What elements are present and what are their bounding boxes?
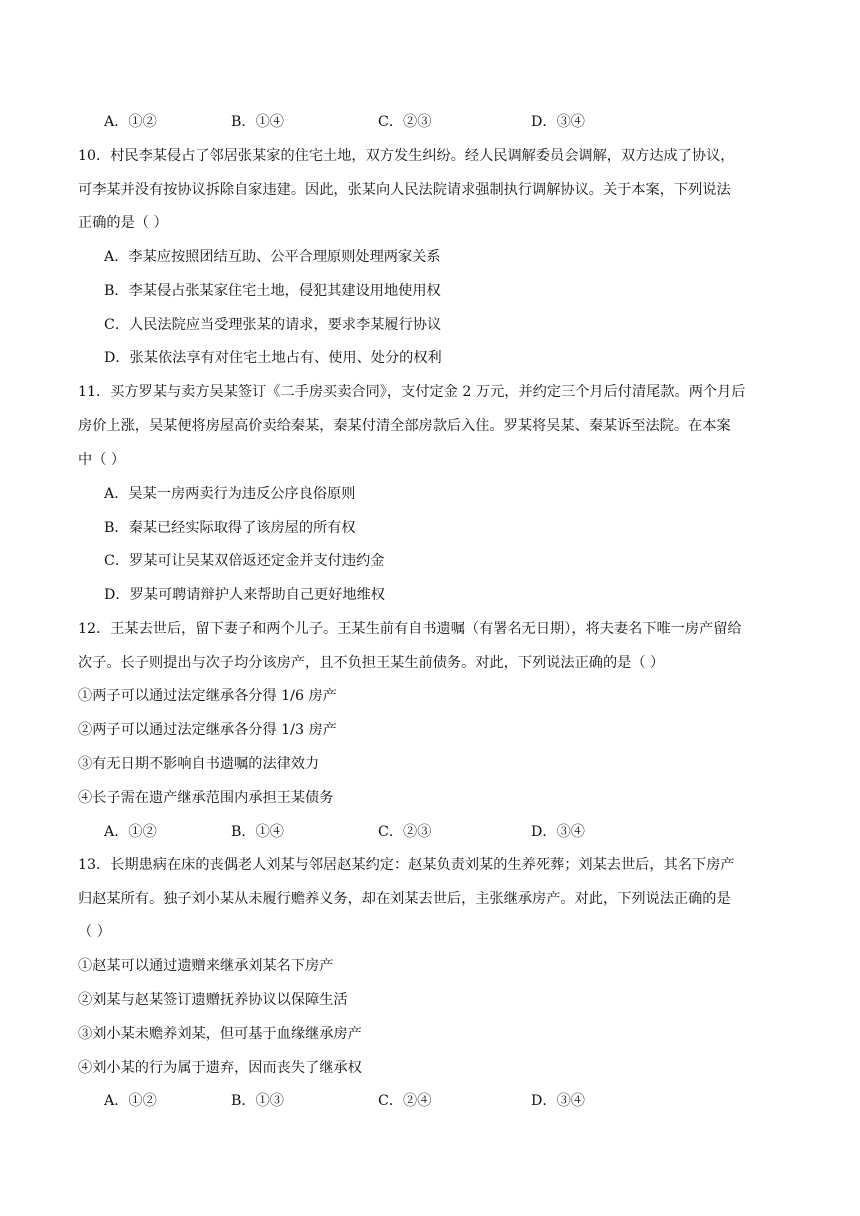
q10-stem-line-1: 10．村民李某侵占了邻居张某家的住宅土地，双方发生纠纷。经人民调解委员会调解，双方达成了协议，: [78, 148, 735, 164]
q11-option-c: C．罗某可让吴某双倍返还定金并支付违约金: [104, 553, 385, 569]
q12-statement-4: ④长子需在遗产继承范围内承担王某债务: [78, 790, 334, 806]
q10-option-b: B．李某侵占张某家住宅土地，侵犯其建设用地使用权: [104, 283, 441, 299]
q13-statement-4: ④刘小某的行为属于遗弃，因而丧失了继承权: [78, 1060, 362, 1076]
q13-option-a: A．①②: [104, 1093, 157, 1109]
q10-option-d: D．张某依法享有对住宅土地占有、使用、处分的权利: [104, 350, 442, 366]
q12-option-b: B．①④: [231, 824, 284, 840]
q12-option-d: D．③④: [531, 824, 585, 840]
q13-option-b: B．①③: [231, 1093, 284, 1109]
q9-option-b: B．①④: [231, 114, 284, 130]
q11-option-b: B．秦某已经实际取得了该房屋的所有权: [104, 520, 356, 536]
q11-stem-line-3: 中（ ）: [78, 452, 126, 468]
q11-option-d: D．罗某可聘请辩护人来帮助自己更好地维权: [104, 587, 385, 603]
q9-option-c: C．②③: [378, 114, 432, 130]
q9-option-d: D．③④: [531, 114, 585, 130]
q13-statement-1: ①赵某可以通过遗赠来继承刘某名下房产: [78, 958, 334, 974]
q12-option-a: A．①②: [104, 824, 157, 840]
q13-statement-3: ③刘小某未赡养刘某，但可基于血缘继承房产: [78, 1026, 362, 1042]
q11-option-a: A．吴某一房两卖行为违反公序良俗原则: [104, 486, 356, 502]
q11-stem-line-1: 11．买方罗某与卖方吴某签订《二手房买卖合同》，支付定金 2 万元，并约定三个月后付清尾款。两个月后: [78, 384, 746, 400]
q11-stem-line-2: 房价上涨，吴某便将房屋高价卖给秦某，秦某付清全部房款后入住。罗某将吴某、秦某诉至法院。在本案: [78, 418, 731, 434]
q13-option-d: D．③④: [531, 1093, 585, 1109]
q13-option-c: C．②④: [378, 1093, 432, 1109]
q12-stem-line-1: 12．王某去世后，留下妻子和两个儿子。王某生前有自书遗嘱（有署名无日期），将夫妻名下唯一房产留给: [78, 621, 742, 637]
q10-option-a: A．李某应按照团结互助、公平合理原则处理两家关系: [104, 249, 441, 265]
q10-stem-line-3: 正确的是（ ）: [78, 215, 168, 231]
q12-option-c: C．②③: [378, 824, 432, 840]
q12-statement-2: ②两子可以通过法定继承各分得 1/3 房产: [78, 722, 337, 738]
q10-stem-line-2: 可李某并没有按协议拆除自家违建。因此，张某向人民法院请求强制执行调解协议。关于本案，下列说法: [78, 182, 731, 198]
q13-stem-line-1: 13．长期患病在床的丧偶老人刘某与邻居赵某约定：赵某负责刘某的生养死葬；刘某去世后，其名下房产: [78, 857, 735, 873]
q12-statement-1: ①两子可以通过法定继承各分得 1/6 房产: [78, 688, 337, 704]
q12-statement-3: ③有无日期不影响自书遗嘱的法律效力: [78, 756, 320, 772]
q12-stem-line-2: 次子。长子则提出与次子均分该房产，且不负担王某生前债务。对此，下列说法正确的是（ ）: [78, 655, 665, 671]
q13-stem-line-3: （ ）: [78, 924, 111, 940]
q13-stem-line-2: 归赵某所有。独子刘小某从未履行赡养义务，却在刘某去世后，主张继承房产。对此，下列说法正确的是: [78, 891, 731, 907]
q10-option-c: C．人民法院应当受理张某的请求，要求李某履行协议: [104, 317, 442, 333]
q13-statement-2: ②刘某与赵某签订遗赠抚养协议以保障生活: [78, 992, 348, 1008]
q9-option-a: A．①②: [104, 114, 157, 130]
